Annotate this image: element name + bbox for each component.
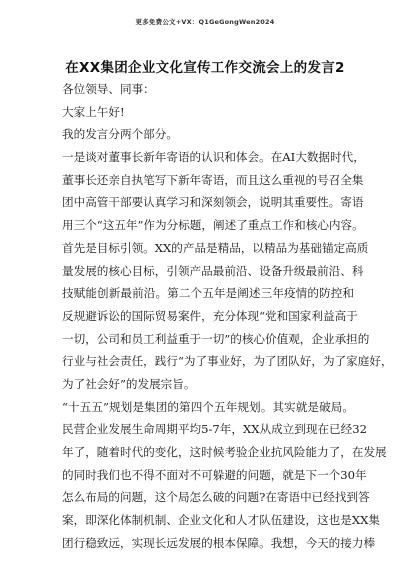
paragraph-line: 我的发言分两个部分。 (62, 127, 178, 142)
paragraph-line: 的同时我们也不得不面对不可躲避的问题，就是下一个30年 (62, 467, 367, 482)
paragraph-line: 首先是目标引领。XX的产品是精品，以精品为基础锚定高质 (62, 240, 369, 255)
document-title: 在XX集团企业文化宣传工作交流会上的发言2 (65, 60, 345, 76)
paragraph-line: 一是谈对董事长新年寄语的认识和体会。在AI大数据时代， (62, 150, 365, 165)
paragraph-line: 年了，随着时代的变化，这时候考验企业抗风险能力了，在发展 (62, 445, 387, 459)
paragraph-line: 怎么布局的问题，这个局怎么破的问题?在寄语中已经找到答 (62, 490, 370, 505)
paragraph-line: 董事长还亲自执笔写下新年寄语，而且这么重视的号召全集 (62, 172, 364, 187)
paragraph-line: 一切，公司和员工利益重于一切”的核心价值观，企业承担的 (62, 331, 370, 346)
paragraph-line: 民营企业发展生命周期平均5-7年，XX从成立到现在已经32 (62, 422, 367, 437)
paragraph-line: 为了社会好”的发展宗旨。 (62, 376, 196, 391)
paragraph-line: 团行稳致远，实现长远发展的根本保障。我想，今天的接力棒 (62, 535, 376, 550)
paragraph-line: 案，即深化体制机制、企业文化和人才队伍建设，这也是XX集 (62, 513, 380, 528)
paragraph-line: 大家上午好! (62, 104, 125, 119)
paragraph-line: 各位领导、同事： (62, 82, 155, 96)
document-body (62, 78, 393, 554)
paragraph-line: 量发展的核心目标，引领产品最前沿、设备升级最前沿、科 (62, 263, 364, 278)
paragraph-line: 技赋能创新最前沿。第二个五年是阐述三年疫情的防控和 (62, 286, 354, 301)
paragraph-line: 用三个“这五年”作为分标题，阐述了重点工作和核心内容。 (62, 218, 364, 233)
paragraph-line: 团中高管干部要认真学习和深刻领会，说明其重要性。寄语 (62, 195, 364, 210)
paragraph-line: 反规避诉讼的国际贸易案件，充分体现“党和国家利益高于 (62, 308, 358, 323)
paragraph-line: “十五五”规划是集团的第四个五年规划。其实就是破局。 (62, 399, 354, 414)
paragraph-line: 行业与社会责任，践行“为了事业好，为了团队好，为了家庭好， (62, 354, 393, 369)
watermark-header: 更多免费公文+VX：Q1GeGongWen2024 (135, 18, 275, 26)
